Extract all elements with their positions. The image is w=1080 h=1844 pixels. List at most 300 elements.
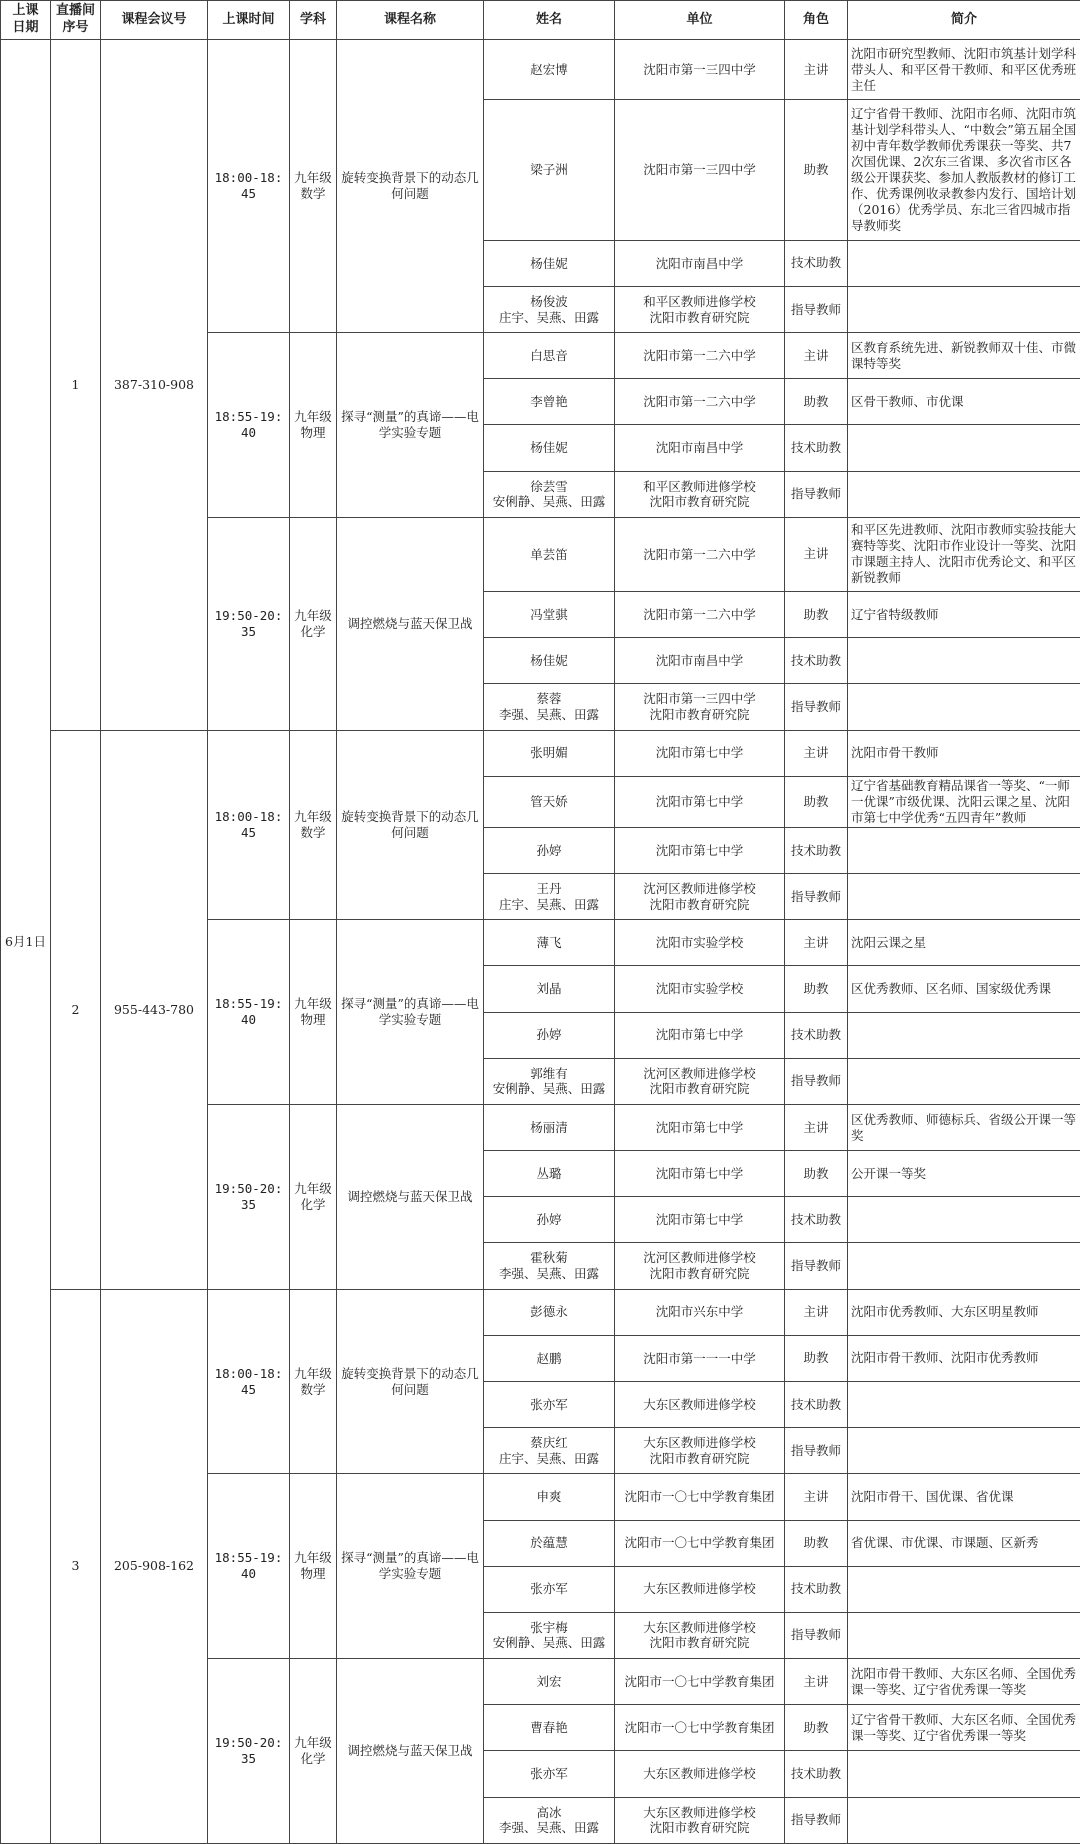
unit-cell	[615, 286, 785, 332]
teacher-name-cell	[484, 730, 615, 776]
unit-cell-text: 沈阳市第七中学	[655, 1212, 744, 1228]
intro-cell	[848, 1566, 1080, 1612]
unit-cell	[615, 1566, 785, 1612]
role-cell	[785, 286, 848, 332]
role-cell	[785, 1474, 848, 1520]
role-cell	[785, 874, 848, 920]
teacher-name-cell	[484, 40, 615, 100]
unit-cell-text: 沈阳市第一二六中学	[643, 347, 756, 363]
role-cell	[785, 1705, 848, 1751]
subject-cell	[290, 920, 337, 1105]
intro-cell	[848, 638, 1080, 684]
unit-cell	[615, 379, 785, 425]
intro-cell-text: 沈阳市骨干教师	[851, 745, 939, 761]
teacher-name-cell-text: 王丹 庄宇、吴燕、田露	[498, 881, 599, 912]
course-name-cell	[337, 333, 484, 518]
unit-cell-text: 沈阳市第七中学	[655, 1165, 744, 1181]
role-cell	[785, 1659, 848, 1705]
teacher-name-cell-text: 管天娇	[530, 794, 568, 810]
role-cell-text: 指导教师	[790, 888, 841, 904]
teacher-name-cell	[484, 100, 615, 241]
teacher-name-cell	[484, 776, 615, 827]
unit-cell-text: 沈阳市兴东中学	[655, 1304, 744, 1320]
teacher-name-cell	[484, 1335, 615, 1381]
intro-cell	[848, 874, 1080, 920]
role-cell	[785, 333, 848, 379]
intro-cell	[848, 1104, 1080, 1150]
role-cell-text: 主讲	[803, 1673, 829, 1689]
intro-cell-text: 沈阳市骨干、国优课、省优课	[851, 1488, 1014, 1504]
teacher-name-cell-text: 孙婷	[536, 842, 562, 858]
teacher-name-cell-text: 刘宏	[536, 1673, 562, 1689]
teacher-name-cell-text: 张明媚	[530, 745, 568, 761]
unit-cell	[615, 776, 785, 827]
role-cell	[785, 592, 848, 638]
teacher-name-cell	[484, 1659, 615, 1705]
unit-cell	[615, 1659, 785, 1705]
role-cell	[785, 1382, 848, 1428]
intro-cell	[848, 684, 1080, 730]
role-cell-text: 技术助教	[790, 1396, 841, 1412]
class-time-cell	[208, 333, 290, 518]
role-cell-text: 技术助教	[790, 440, 841, 456]
room-number-cell	[51, 40, 101, 731]
intro-cell	[848, 1612, 1080, 1658]
header-unit: 单位	[615, 1, 785, 40]
intro-cell	[848, 730, 1080, 776]
teacher-name-cell	[484, 1382, 615, 1428]
teacher-name-cell	[484, 827, 615, 873]
course-name-cell	[337, 1659, 484, 1844]
subject-cell	[290, 1474, 337, 1659]
teacher-name-cell	[484, 684, 615, 730]
teacher-name-cell-text: 单芸笛	[530, 546, 568, 562]
intro-cell-text: 区优秀教师、区名师、国家级优秀课	[851, 981, 1052, 997]
teacher-name-cell-text: 蔡庆红 庄宇、吴燕、田露	[498, 1435, 599, 1466]
class-time-cell	[208, 920, 290, 1105]
intro-cell-text: 沈阳市优秀教师、大东区明星教师	[851, 1304, 1039, 1320]
role-cell	[785, 776, 848, 827]
unit-cell-text: 沈阳市南昌中学	[655, 440, 744, 456]
unit-cell-text: 沈阳市一〇七中学教育集团	[624, 1535, 775, 1551]
teacher-name-cell	[484, 1428, 615, 1474]
teacher-name-cell-text: 张亦军	[530, 1581, 568, 1597]
teacher-name-cell-text: 梁子洲	[530, 162, 568, 178]
intro-cell-text: 和平区先进教师、沈阳市教师实验技能大赛特等奖、沈阳市作业设计一等奖、沈阳市课题主持人、沈阳市优秀论文、和平区新锐教师	[851, 522, 1077, 586]
intro-cell-text: 辽宁省骨干教师、大东区名师、全国优秀课一等奖、辽宁省优秀课一等奖	[851, 1711, 1077, 1743]
teacher-name-cell-text: 杨佳妮	[530, 440, 568, 456]
header-time: 上课时间	[208, 1, 290, 40]
unit-cell-text: 沈阳市第一三四中学 沈阳市教育研究院	[643, 691, 756, 722]
role-cell	[785, 100, 848, 241]
intro-cell	[848, 1012, 1080, 1058]
intro-cell	[848, 1751, 1080, 1797]
teacher-name-cell-text: 薄飞	[536, 935, 562, 951]
course-name-cell-text: 调控燃烧与蓝天保卫战	[347, 1188, 473, 1204]
unit-cell-text: 沈阳市第一二六中学	[643, 606, 756, 622]
role-cell	[785, 1428, 848, 1474]
unit-cell-text: 沈阳市第七中学	[655, 794, 744, 810]
role-cell-text: 指导教师	[790, 1627, 841, 1643]
role-cell	[785, 240, 848, 286]
header-role: 角色	[785, 1, 848, 40]
role-cell-text: 主讲	[803, 347, 829, 363]
unit-cell	[615, 240, 785, 286]
class-time-cell-text: 19:50-20:35	[214, 607, 283, 639]
teacher-name-cell	[484, 1104, 615, 1150]
role-cell-text: 助教	[803, 1719, 829, 1735]
role-cell	[785, 1520, 848, 1566]
room-number-cell-text: 1	[71, 376, 80, 392]
role-cell-text: 助教	[803, 606, 829, 622]
teacher-name-cell	[484, 1566, 615, 1612]
room-number-cell	[51, 730, 101, 1289]
role-cell-text: 技术助教	[790, 652, 841, 668]
role-cell-text: 助教	[803, 981, 829, 997]
unit-cell-text: 大东区教师进修学校	[643, 1766, 756, 1782]
intro-cell-text: 区优秀教师、师德标兵、省级公开课一等奖	[851, 1111, 1077, 1143]
course-name-cell	[337, 920, 484, 1105]
teacher-name-cell-text: 孙婷	[536, 1027, 562, 1043]
intro-cell-text: 沈阳市骨干教师、沈阳市优秀教师	[851, 1350, 1039, 1366]
unit-cell	[615, 1797, 785, 1843]
role-cell-text: 助教	[803, 161, 829, 177]
unit-cell	[615, 638, 785, 684]
intro-cell	[848, 471, 1080, 517]
role-cell	[785, 966, 848, 1012]
subject-cell	[290, 1104, 337, 1289]
unit-cell	[615, 1705, 785, 1751]
role-cell-text: 技术助教	[790, 1765, 841, 1781]
role-cell-text: 指导教师	[790, 486, 841, 502]
course-name-cell-text: 旋转变换背景下的动态几何问题	[341, 1365, 479, 1397]
class-time-cell-text: 19:50-20:35	[214, 1735, 283, 1767]
unit-cell-text: 沈阳市一〇七中学教育集团	[624, 1673, 775, 1689]
subject-cell-text: 九年级 数学	[294, 808, 332, 840]
subject-cell-text: 九年级 数学	[294, 1365, 332, 1397]
class-time-cell-text: 18:00-18:45	[214, 1365, 283, 1397]
teacher-name-cell-text: 刘晶	[536, 981, 562, 997]
subject-cell	[290, 40, 337, 333]
meeting-id-cell-text: 955-443-780	[113, 1001, 195, 1017]
role-cell	[785, 471, 848, 517]
intro-cell	[848, 1428, 1080, 1474]
role-cell-text: 助教	[803, 393, 829, 409]
class-time-cell-text: 19:50-20:35	[214, 1180, 283, 1212]
teacher-name-cell-text: 孙婷	[536, 1212, 562, 1228]
unit-cell	[615, 40, 785, 100]
teacher-name-cell-text: 杨佳妮	[530, 255, 568, 271]
teacher-name-cell-text: 彭德永	[530, 1304, 568, 1320]
subject-cell	[290, 517, 337, 730]
schedule-body	[1, 40, 1080, 1844]
role-cell-text: 助教	[803, 1535, 829, 1551]
unit-cell	[615, 1058, 785, 1104]
course-name-cell-text: 调控燃烧与蓝天保卫战	[347, 615, 473, 631]
teacher-name-cell-text: 高冰 李强、吴燕、田露	[498, 1804, 599, 1836]
role-cell-text: 技术助教	[790, 1027, 841, 1043]
teacher-name-cell-text: 蔡蓉 李强、吴燕、田露	[498, 691, 599, 722]
role-cell	[785, 1104, 848, 1150]
subject-cell-text: 九年级 物理	[294, 408, 332, 440]
teacher-name-cell	[484, 517, 615, 591]
unit-cell-text: 沈河区教师进修学校 沈阳市教育研究院	[643, 881, 756, 912]
unit-cell-text: 大东区教师进修学校 沈阳市教育研究院	[643, 1619, 756, 1651]
unit-cell	[615, 920, 785, 966]
intro-cell	[848, 1705, 1080, 1751]
role-cell-text: 指导教师	[790, 1258, 841, 1274]
unit-cell	[615, 1335, 785, 1381]
course-name-cell	[337, 1289, 484, 1474]
unit-cell	[615, 1197, 785, 1243]
course-name-cell	[337, 1104, 484, 1289]
intro-cell	[848, 776, 1080, 827]
role-cell-text: 主讲	[803, 546, 829, 562]
teacher-name-cell	[484, 1705, 615, 1751]
unit-cell-text: 大东区教师进修学校 沈阳市教育研究院	[643, 1804, 756, 1836]
role-cell	[785, 1335, 848, 1381]
subject-cell	[290, 333, 337, 518]
unit-cell-text: 和平区教师进修学校 沈阳市教育研究院	[643, 478, 756, 510]
class-time-cell-text: 18:55-19:40	[214, 408, 283, 440]
teacher-name-cell	[484, 1012, 615, 1058]
role-cell-text: 主讲	[803, 1488, 829, 1504]
teacher-name-cell-text: 曹春艳	[530, 1719, 568, 1735]
intro-cell	[848, 1335, 1080, 1381]
role-cell	[785, 1012, 848, 1058]
unit-cell-text: 沈阳市第一三四中学	[643, 162, 756, 178]
teacher-name-cell	[484, 1197, 615, 1243]
role-cell	[785, 638, 848, 684]
course-name-cell	[337, 730, 484, 920]
role-cell-text: 助教	[803, 793, 829, 809]
subject-cell	[290, 730, 337, 920]
subject-cell	[290, 1659, 337, 1844]
unit-cell	[615, 1104, 785, 1150]
unit-cell-text: 大东区教师进修学校	[643, 1396, 756, 1412]
teacher-name-cell	[484, 286, 615, 332]
teacher-name-cell-text: 赵鹏	[536, 1350, 562, 1366]
role-cell	[785, 40, 848, 100]
date-cell	[1, 40, 51, 1844]
unit-cell-text: 沈阳市第一二六中学	[643, 546, 756, 562]
role-cell	[785, 1566, 848, 1612]
intro-cell-text: 辽宁省骨干教师、沈阳市名师、沈阳市筑基计划学科带头人、“中数会”第五届全国初中青年数学教师优秀课获一等奖、共7次国优课、2次东三省课、多次省市区各级公开课获奖、参加人教版教材的修订工作、优秀课例收录教参内发行、国培计划（2016）优秀学员、东北三省四城市指导教师奖	[851, 105, 1077, 233]
teacher-name-cell	[484, 1612, 615, 1658]
unit-cell-text: 沈阳市第七中学	[655, 1119, 744, 1135]
header-date: 上课 日期	[1, 1, 51, 40]
teacher-name-cell-text: 张亦军	[530, 1766, 568, 1782]
unit-cell-text: 大东区教师进修学校 沈阳市教育研究院	[643, 1435, 756, 1466]
intro-cell-text: 辽宁省基础教育精品课省一等奖、“一师一优课”市级优课、沈阳云课之星、沈阳市第七中学优秀“五四青年”教师	[851, 777, 1070, 825]
unit-cell	[615, 730, 785, 776]
teacher-name-cell-text: 白思音	[530, 347, 568, 363]
class-time-cell-text: 18:00-18:45	[214, 808, 283, 840]
subject-cell-text: 九年级 数学	[294, 170, 332, 202]
intro-cell	[848, 286, 1080, 332]
teacher-name-cell-text: 霍秋菊 李强、吴燕、田露	[498, 1250, 599, 1282]
room-number-cell-text: 3	[71, 1558, 80, 1574]
intro-cell	[848, 1243, 1080, 1289]
role-cell-text: 主讲	[803, 934, 829, 950]
role-cell-text: 主讲	[803, 1304, 829, 1320]
class-time-cell	[208, 517, 290, 730]
unit-cell	[615, 425, 785, 471]
role-cell	[785, 1289, 848, 1335]
teacher-name-cell	[484, 471, 615, 517]
role-cell	[785, 517, 848, 591]
unit-cell	[615, 592, 785, 638]
meeting-id-cell	[101, 40, 208, 731]
role-cell	[785, 379, 848, 425]
unit-cell-text: 沈阳市第七中学	[655, 842, 744, 858]
intro-cell	[848, 592, 1080, 638]
course-name-cell-text: 旋转变换背景下的动态几何问题	[341, 808, 479, 840]
role-cell-text: 技术助教	[790, 842, 841, 858]
subject-cell	[290, 1289, 337, 1474]
unit-cell-text: 沈河区教师进修学校 沈阳市教育研究院	[643, 1250, 756, 1282]
intro-cell-text: 沈阳市骨干教师、大东区名师、全国优秀课一等奖、辽宁省优秀课一等奖	[851, 1665, 1077, 1697]
teacher-name-cell	[484, 1289, 615, 1335]
unit-cell	[615, 471, 785, 517]
role-cell-text: 指导教师	[790, 1442, 841, 1458]
header-row	[1, 1, 1080, 40]
course-name-cell	[337, 40, 484, 333]
intro-cell	[848, 1058, 1080, 1104]
role-cell-text: 助教	[803, 1350, 829, 1366]
unit-cell-text: 沈阳市第一三四中学	[643, 61, 756, 77]
course-name-cell-text: 旋转变换背景下的动态几何问题	[341, 170, 479, 202]
intro-cell-text: 沈阳市研究型教师、沈阳市筑基计划学科带头人、和平区骨干教师、和平区优秀班主任	[851, 45, 1077, 93]
unit-cell	[615, 1474, 785, 1520]
course-name-cell-text: 探寻“测量”的真谛——电学实验专题	[341, 1550, 479, 1582]
teacher-name-cell-text: 冯堂骐	[530, 606, 568, 622]
class-time-cell	[208, 40, 290, 333]
unit-cell	[615, 100, 785, 241]
intro-cell	[848, 1797, 1080, 1843]
intro-cell-text: 区教育系统先进、新锐教师双十佳、市微课特等奖	[851, 339, 1077, 371]
role-cell-text: 指导教师	[790, 1073, 841, 1089]
class-time-cell-text: 18:00-18:45	[214, 170, 283, 202]
teacher-name-cell-text: 於蕴慧	[530, 1535, 568, 1551]
unit-cell	[615, 1151, 785, 1197]
teacher-name-cell	[484, 1151, 615, 1197]
intro-cell	[848, 827, 1080, 873]
teacher-name-cell-text: 赵宏博	[530, 61, 568, 77]
room-number-cell	[51, 1289, 101, 1843]
unit-cell-text: 沈阳市第七中学	[655, 745, 744, 761]
teacher-name-cell	[484, 1520, 615, 1566]
teacher-name-cell	[484, 240, 615, 286]
teacher-name-cell	[484, 1797, 615, 1843]
unit-cell-text: 沈阳市实验学校	[655, 935, 744, 951]
intro-cell	[848, 920, 1080, 966]
role-cell	[785, 1612, 848, 1658]
subject-cell-text: 九年级 物理	[294, 996, 332, 1028]
table-row	[1, 730, 1080, 776]
role-cell	[785, 684, 848, 730]
class-time-cell	[208, 1289, 290, 1474]
unit-cell-text: 沈阳市南昌中学	[655, 255, 744, 271]
header-meeting: 课程会议号	[101, 1, 208, 40]
teacher-name-cell-text: 李曾艳	[530, 394, 568, 410]
role-cell	[785, 920, 848, 966]
role-cell	[785, 730, 848, 776]
course-name-cell-text: 探寻“测量”的真谛——电学实验专题	[341, 996, 479, 1028]
teacher-name-cell	[484, 1058, 615, 1104]
role-cell-text: 主讲	[803, 61, 829, 77]
role-cell-text: 指导教师	[790, 698, 841, 714]
unit-cell-text: 沈阳市第七中学	[655, 1027, 744, 1043]
course-name-cell-text: 调控燃烧与蓝天保卫战	[347, 1743, 473, 1759]
course-name-cell-text: 探寻“测量”的真谛——电学实验专题	[341, 408, 479, 440]
unit-cell	[615, 333, 785, 379]
intro-cell	[848, 1474, 1080, 1520]
unit-cell	[615, 1612, 785, 1658]
role-cell	[785, 1797, 848, 1843]
subject-cell-text: 九年级 化学	[294, 1735, 332, 1767]
unit-cell	[615, 1243, 785, 1289]
unit-cell	[615, 827, 785, 873]
header-subject: 学科	[290, 1, 337, 40]
teacher-name-cell-text: 丛璐	[536, 1165, 562, 1181]
intro-cell	[848, 517, 1080, 591]
role-cell	[785, 1243, 848, 1289]
intro-cell	[848, 1151, 1080, 1197]
unit-cell-text: 沈阳市南昌中学	[655, 653, 744, 668]
teacher-name-cell	[484, 874, 615, 920]
intro-cell	[848, 1289, 1080, 1335]
intro-cell	[848, 100, 1080, 241]
unit-cell	[615, 1012, 785, 1058]
unit-cell-text: 沈阳市一〇七中学教育集团	[624, 1489, 775, 1505]
intro-cell	[848, 40, 1080, 100]
course-name-cell	[337, 517, 484, 730]
teacher-name-cell	[484, 966, 615, 1012]
role-cell-text: 主讲	[803, 745, 829, 761]
meeting-id-cell	[101, 730, 208, 1289]
teacher-name-cell	[484, 1243, 615, 1289]
teacher-name-cell	[484, 379, 615, 425]
intro-cell	[848, 425, 1080, 471]
role-cell-text: 技术助教	[790, 1211, 841, 1227]
unit-cell	[615, 684, 785, 730]
class-time-cell	[208, 1474, 290, 1659]
teacher-name-cell	[484, 1751, 615, 1797]
class-time-cell	[208, 1659, 290, 1844]
role-cell-text: 技术助教	[790, 255, 841, 271]
meeting-id-cell-text: 205-908-162	[113, 1558, 195, 1574]
class-time-cell-text: 18:55-19:40	[214, 1550, 283, 1582]
class-time-cell-text: 18:55-19:40	[214, 996, 283, 1028]
unit-cell	[615, 1289, 785, 1335]
room-number-cell-text: 2	[71, 1001, 80, 1017]
role-cell-text: 指导教师	[790, 1812, 841, 1828]
unit-cell	[615, 517, 785, 591]
teacher-name-cell-text: 徐芸雪 安俐静、吴燕、田露	[492, 478, 606, 510]
role-cell-text: 指导教师	[790, 301, 841, 317]
intro-cell-text: 省优课、市优课、市课题、区新秀	[851, 1535, 1039, 1551]
header-intro: 简介	[848, 1, 1080, 40]
intro-cell	[848, 1382, 1080, 1428]
intro-cell-text: 公开课一等奖	[851, 1165, 927, 1181]
unit-cell	[615, 1520, 785, 1566]
role-cell	[785, 1197, 848, 1243]
unit-cell	[615, 966, 785, 1012]
unit-cell-text: 沈阳市第一二六中学	[643, 394, 756, 410]
meeting-id-cell-text: 387-310-908	[113, 376, 195, 392]
date-cell-text: 6月1日	[5, 933, 46, 949]
